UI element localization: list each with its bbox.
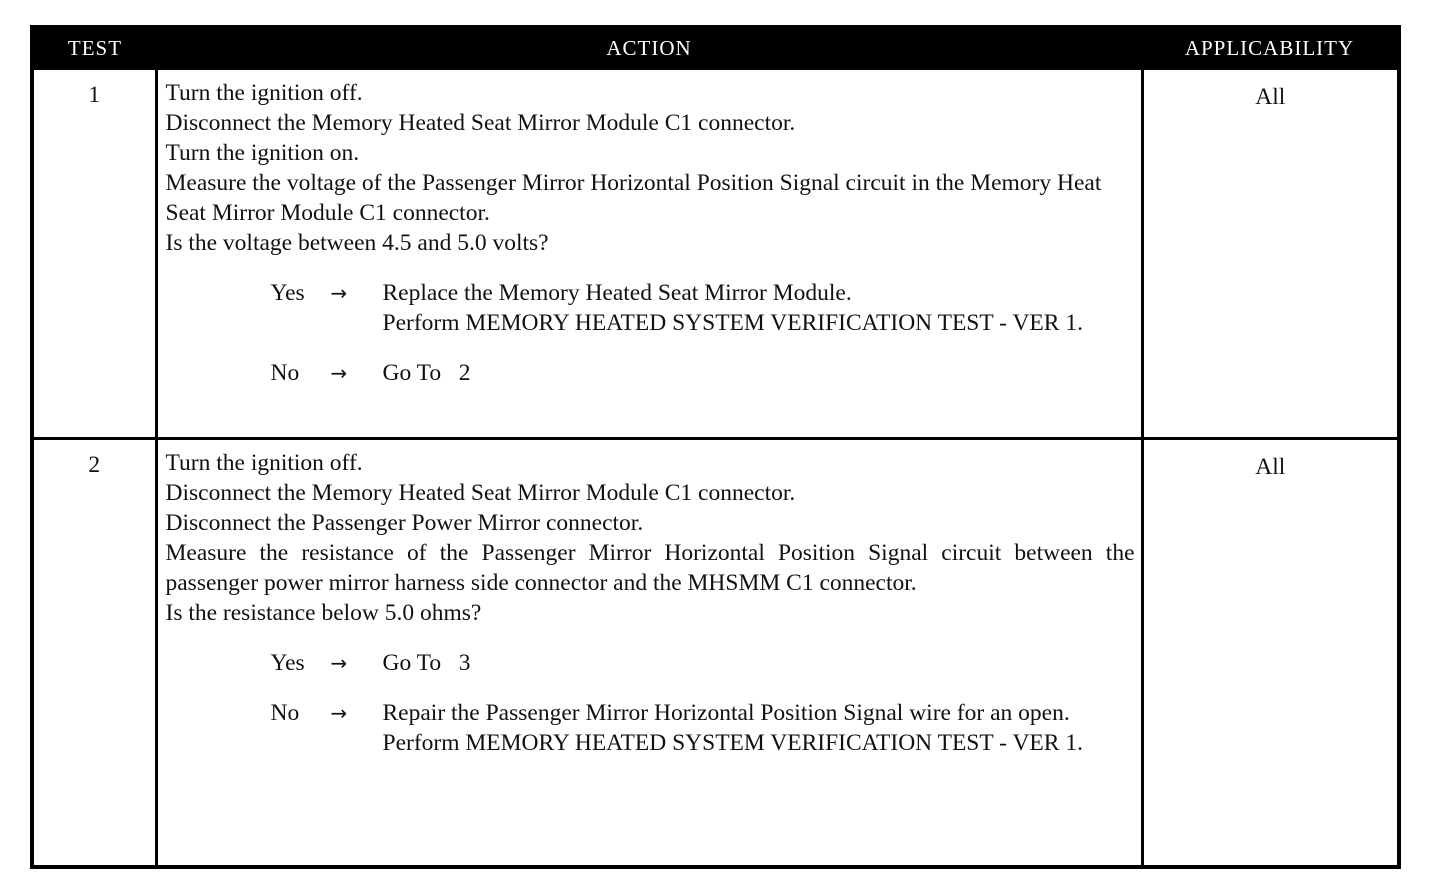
action-step: Is the voltage between 4.5 and 5.0 volts? xyxy=(165,230,549,256)
action-step: Measure the voltage of the Passenger Mirror Horizontal Position Signal circuit in the Memory Heat Seat Mirror Module C1 connector. xyxy=(165,170,1102,226)
outcome-no xyxy=(271,698,1135,758)
outcome-result xyxy=(383,278,1135,338)
right-arrow-icon: → xyxy=(330,361,348,385)
outcome-response: No xyxy=(270,700,300,726)
table-row-test-2 xyxy=(32,439,1399,868)
action-step: Disconnect the Memory Heated Seat Mirror Module C1 connector. xyxy=(165,480,796,506)
test-number: 2 xyxy=(32,439,156,868)
outcome-result xyxy=(383,698,1135,758)
action-step: Turn the ignition off. xyxy=(165,80,363,106)
right-arrow-icon: → xyxy=(330,651,348,675)
outcome-yes xyxy=(271,648,1135,678)
outcome-response: Yes xyxy=(270,650,305,676)
applicability-value: All xyxy=(1142,69,1399,439)
outcome-yes xyxy=(271,278,1135,338)
table-header-row xyxy=(32,27,1399,69)
outcome-line: Go To 3 xyxy=(382,650,471,676)
action-step: Is the resistance below 5.0 ohms? xyxy=(165,600,482,626)
test-number: 1 xyxy=(32,69,156,439)
header-test: TEST xyxy=(32,27,156,69)
right-arrow-icon: → xyxy=(330,701,348,725)
outcome-response: Yes xyxy=(270,280,305,306)
outcome-no xyxy=(271,358,1135,388)
right-arrow-icon: → xyxy=(330,281,348,305)
diagnostic-test-table xyxy=(30,25,1401,869)
applicability-value: All xyxy=(1142,439,1399,868)
outcome-line: Repair the Passenger Mirror Horizontal Position Signal wire for an open. xyxy=(382,700,1070,726)
table-row-test-1 xyxy=(32,69,1399,439)
outcome-response: No xyxy=(270,360,300,386)
outcome-result xyxy=(383,648,1135,678)
action-step: Disconnect the Memory Heated Seat Mirror Module C1 connector. xyxy=(165,110,796,136)
action-step: Disconnect the Passenger Power Mirror connector. xyxy=(165,510,644,536)
outcome-line: Perform MEMORY HEATED SYSTEM VERIFICATION TEST - VER 1. xyxy=(382,310,1083,336)
outcome-result xyxy=(383,358,1135,388)
header-applicability: APPLICABILITY xyxy=(1142,27,1399,69)
action-step: Turn the ignition off. xyxy=(165,450,363,476)
action-step: Turn the ignition on. xyxy=(165,140,360,166)
action-step: Measure the resistance of the Passenger Mirror Horizontal Position Signal circuit between the passenger power mirror harness side connector and the MHSMM C1 connector. xyxy=(165,540,1135,596)
action-cell xyxy=(156,69,1142,439)
outcome-line: Go To 2 xyxy=(382,360,471,386)
action-cell xyxy=(156,439,1142,868)
header-action: ACTION xyxy=(156,27,1142,69)
outcome-line: Replace the Memory Heated Seat Mirror Module. xyxy=(382,280,852,306)
outcome-line: Perform MEMORY HEATED SYSTEM VERIFICATION TEST - VER 1. xyxy=(382,730,1083,756)
